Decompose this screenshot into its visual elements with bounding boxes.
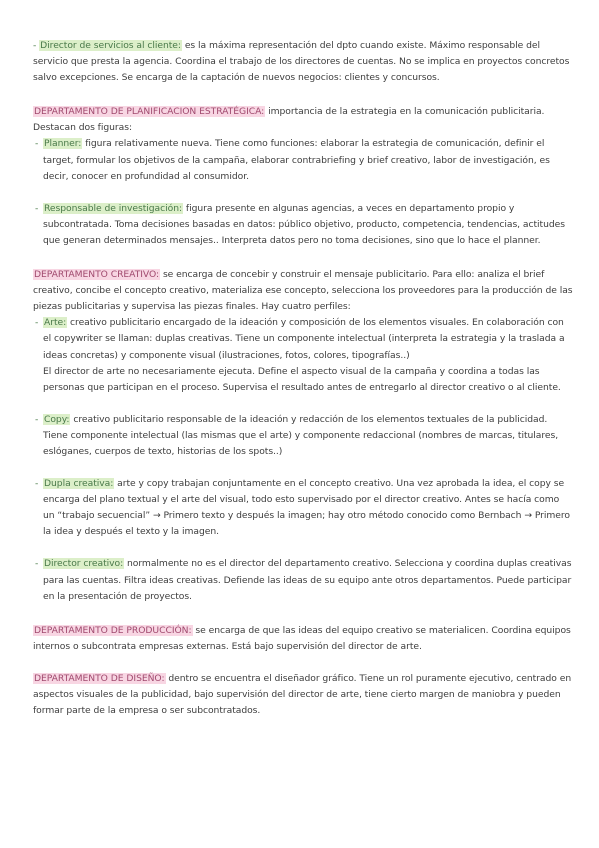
text-director-creativo: normalmente no es el director del departamento creativo. Selecciona y coordina duplas creativas para las cuentas. Filtra ideas creativas. Defiende las ideas de su equipo ante otros departamentos. Puede participar en la presentación de proyectos. [43, 558, 572, 602]
paragraph-produccion [33, 623, 573, 655]
paragraph-planificacion [33, 104, 573, 136]
term-planner: Planner: [44, 138, 82, 150]
heading-diseno: DEPARTAMENTO DE DISEÑO: [34, 672, 165, 684]
list-item-arte [33, 315, 573, 395]
list-item-planner [33, 136, 573, 184]
paragraph-creativo [33, 267, 573, 315]
text-creativo-intro: se encarga de concebir y construir el mensaje publicitario. Para ello: analiza el brief creativo, concibe el concepto creativo, materializa ese concepto, selecciona los proveedores para la producción de las piezas publicitarias y supervisa las piezas finales. Hay cuatro perfiles: [33, 269, 573, 313]
bullet-dash: - [35, 202, 39, 214]
text-produccion: se encarga de que las ideas del equipo creativo se materialicen. Coordina equipos internos o subcontrata empresas externas. Está bajo supervisión del director de arte. [33, 624, 571, 652]
heading-produccion: DEPARTAMENTO DE PRODUCCIÓN: [34, 624, 192, 636]
text-director-servicios: es la máxima representación del dpto cuando existe. Máximo responsable del servicio que presta la agencia. Coordina el trabajo de los directores de cuentas. No se implica en proyectos concretos salvo excepciones. Se encarga de la captación de nuevos negocios: clientes y concursos. [33, 40, 570, 84]
bullet-dash: - [35, 413, 39, 425]
text-planner: figura relativamente nueva. Tiene como funciones: elaborar la estrategia de comunicación, definir el target, formular los objetivos de la campaña, elaborar contrabriefing y brief creativo, labor de investigación, es decir, conocer en profundidad al consumidor. [43, 138, 550, 182]
list-item-dupla [33, 476, 573, 540]
text-arte-director: El director de arte no necesariamente ejecuta. Define el aspecto visual de la campaña y coordina a todas las personas que participan en el proceso. Supervisa el resultado antes de entregarlo al director creativo o al cliente. [43, 365, 561, 393]
text-diseno: dentro se encuentra el diseñador gráfico. Tiene un rol puramente ejecutivo, centrado en aspectos visuales de la publicidad, bajo supervisión del director de arte, tiene cierto margen de maniobra y pueden formar parte de la empresa o ser subcontratados. [33, 672, 572, 717]
paragraph-diseno [33, 671, 573, 719]
term-copy: Copy: [44, 413, 70, 425]
list-item-copy [33, 412, 573, 460]
paragraph-director-servicios [33, 38, 573, 86]
list-item-investigacion [33, 201, 573, 249]
bullet-dash: - [35, 138, 39, 150]
notes-page [33, 38, 573, 719]
term-arte: Arte: [44, 317, 67, 329]
list-item-director-creativo [33, 556, 573, 604]
bullet-dash: - [35, 478, 39, 490]
term-investigacion: Responsable de investigación: [44, 202, 183, 214]
text-arte: creativo publicitario encargado de la ideación y composición de los elementos visuales. En colaboración con el copywriter se llaman: duplas creativas. Tiene un componente intelectual (interpreta la estrategia y la traslada a ideas concretas) y componente visual (ilustraciones, fotos, colores, tipografías..) [43, 317, 565, 361]
heading-planificacion: DEPARTAMENTO DE PLANIFICACION ESTRATÉGICA: [34, 106, 265, 118]
text-investigacion: figura presente en algunas agencias, a veces en departamento propio y subcontratada. Toma decisiones basadas en datos: público objetivo, producto, competencia, tendencias, actitudes que generan determinados mensajes.. Interpreta datos pero no toma decisiones, sino que lo hace el planner. [43, 202, 565, 246]
bullet-dash: - [35, 317, 39, 329]
term-director-creativo: Director creativo: [44, 558, 124, 570]
term-dupla: Dupla creativa: [44, 478, 114, 490]
text-dupla: arte y copy trabajan conjuntamente en el concepto creativo. Una vez aprobada la idea, el copy se encarga del plano textual y el arte del visual, todo esto supervisado por el director creativo. Antes se hacía como un “trabajo secuencial” → Primero texto y después la imagen; hay otro método conocido como Bernbach → Primero la idea y después el texto y la imagen. [43, 478, 571, 538]
bullet-dash: - [35, 558, 39, 570]
text-planificacion-intro: importancia de la estrategia en la comunicación publicitaria. Destacan dos figuras: [33, 106, 545, 134]
text-copy: creativo publicitario responsable de la ideación y redacción de los elementos textuales de la publicidad. Tiene componente intelectual (las mismas que el arte) y componente redaccional (nombres de marcas, titulares, eslóganes, cuerpos de texto, historias de los spots..) [43, 413, 559, 457]
heading-creativo: DEPARTAMENTO CREATIVO: [34, 269, 160, 281]
term-director-servicios: Director de servicios al cliente: [40, 40, 181, 51]
bullet-dash: - [33, 40, 37, 51]
